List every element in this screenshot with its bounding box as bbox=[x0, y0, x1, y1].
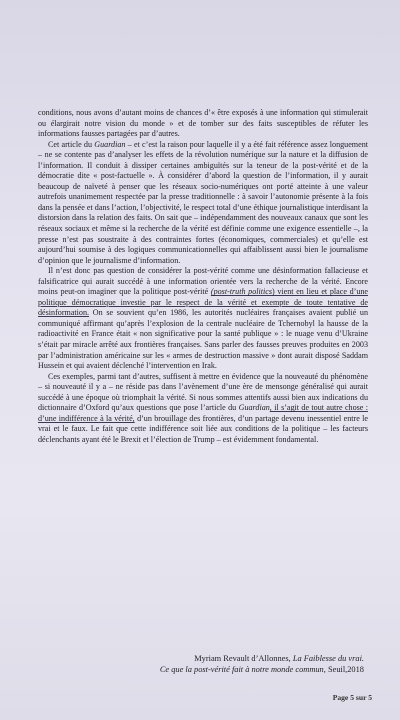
citation bbox=[64, 653, 364, 675]
paragraph-text-segment: Guardian bbox=[238, 403, 270, 413]
paragraph-text-segment: , il s’agit de tout autre chose : d’une indifférence à la vérité, bbox=[38, 403, 369, 423]
paragraph-text-segment: Il n’est donc pas question de considérer la post-vérité comme une désinformation fallacieuse et falsificatrice qui aurait succédé à une information orientée vers la recherche de la vérité. Encore moins peut-on imaginer que la politique post-vérité bbox=[38, 266, 368, 297]
citation-subtitle-line bbox=[64, 664, 364, 675]
paragraph-text-segment: On se souvient qu’en 1986, les autorités nucléaires françaises avaient publié un communiqué affirmant qu’après l’explosion de la centrale nucléaire de Tchernobyl la hausse de la radioactivité en France était « non significative pour la santé publique » : le nuage venu d’Ukraine s’était par miracle arrêté aux frontières françaises. Sans parler des fausses preuves produites en 2003 par l’administration américaine sur les « armes de destruction massive » dont aurait disposé Saddam Hussein et qui avaient déclenché l’intervention en Irak. bbox=[38, 308, 368, 371]
citation-author: Myriam Revault d’Allonnes, bbox=[194, 654, 293, 663]
paragraph-text-segment: conditions, nous avons d’autant moins de chances d’« être exposés à une information qui stimulerait ou élargirait notre vision du monde » et de tomber sur des faits susceptibles de réfuter les informations fausses partagées par d’autres. bbox=[38, 108, 368, 139]
paragraph-text-segment: – et c’est la raison pour laquelle il y a été fait référence assez longuement – ne se contente pas d’analyser les effets de la révolution numérique sur la nature et la diffusion de l’information. Il conduit à dissiper certaines ambiguïtés sur la teneur de la post-vérité et de la démocratie dite « post-factuelle ». À considérer d’abord la question de l’information, il y aurait beaucoup de naïveté à penser que les réseaux socio-numériques ont porté atteinte à une valeur autrefois unanimement respectée par la presse traditionnelle : à savoir l’autonomie présente à la fois dans la pensée et dans l’action, l’objectivité, le respect total d’une éthique journalistique interdisant la distorsion dans la relation des faits. On sait que – indépendamment des nouveaux canaux que sont les réseaux sociaux et même si la recherche de la vérité est définie comme une exigence essentielle –, la presse n’est pas soustraite à des contraintes fortes (économiques, commerciales) et qu’elle est aujourd’hui soumise à des logiques communicationnelles qui affaiblissent aussi bien le journalisme d’opinion que le journalisme d’information. bbox=[38, 139, 368, 265]
paragraph-text-segment: ) vient en lieu et place d’une politique démocratique investie par le respect de la vérité et exempte de toute tentative de désinformation. bbox=[38, 287, 369, 318]
paragraph bbox=[38, 108, 368, 140]
citation-subtitle: Ce que la post-vérité fait à notre monde commun bbox=[159, 665, 324, 674]
paragraph bbox=[38, 140, 368, 267]
paragraph bbox=[38, 372, 368, 446]
body-text bbox=[38, 108, 368, 446]
paragraph bbox=[38, 266, 368, 371]
citation-author-line bbox=[64, 653, 364, 664]
page-number: Page 5 sur 5 bbox=[332, 693, 372, 702]
citation-publisher: , Seuil,2018 bbox=[323, 665, 364, 674]
citation-book-title: La Faiblesse du vrai. bbox=[292, 654, 364, 663]
paragraph-text-segment: d’un brouillage des frontières, d’un partage devenu inessentiel entre le vrai et le faux. Le fait que cette indifférence soit liée aux conditions de la politique – les facteurs déclenchants ayant été le Brexit et l’élection de Trump – est évidemment fondamental. bbox=[38, 413, 368, 444]
paragraph-text-segment: Ces exemples, parmi tant d’autres, suffisent à mettre en évidence que la nouveauté du phénomène – si nouveauté il y a – ne réside pas dans l’avènement d’une ère de mensonge généralisé qui aurait succédé à une époque où triomphait la vérité. Si nous sommes attentifs aussi bien aux indications du dictionnaire d’Oxford qu’aux questions que pose l’article du bbox=[38, 371, 368, 413]
paragraph-text-segment: (post-truth politics bbox=[210, 287, 272, 297]
paragraph-text-segment: Guardian bbox=[94, 139, 126, 149]
paragraph-text-segment: Cet article du bbox=[48, 139, 95, 149]
